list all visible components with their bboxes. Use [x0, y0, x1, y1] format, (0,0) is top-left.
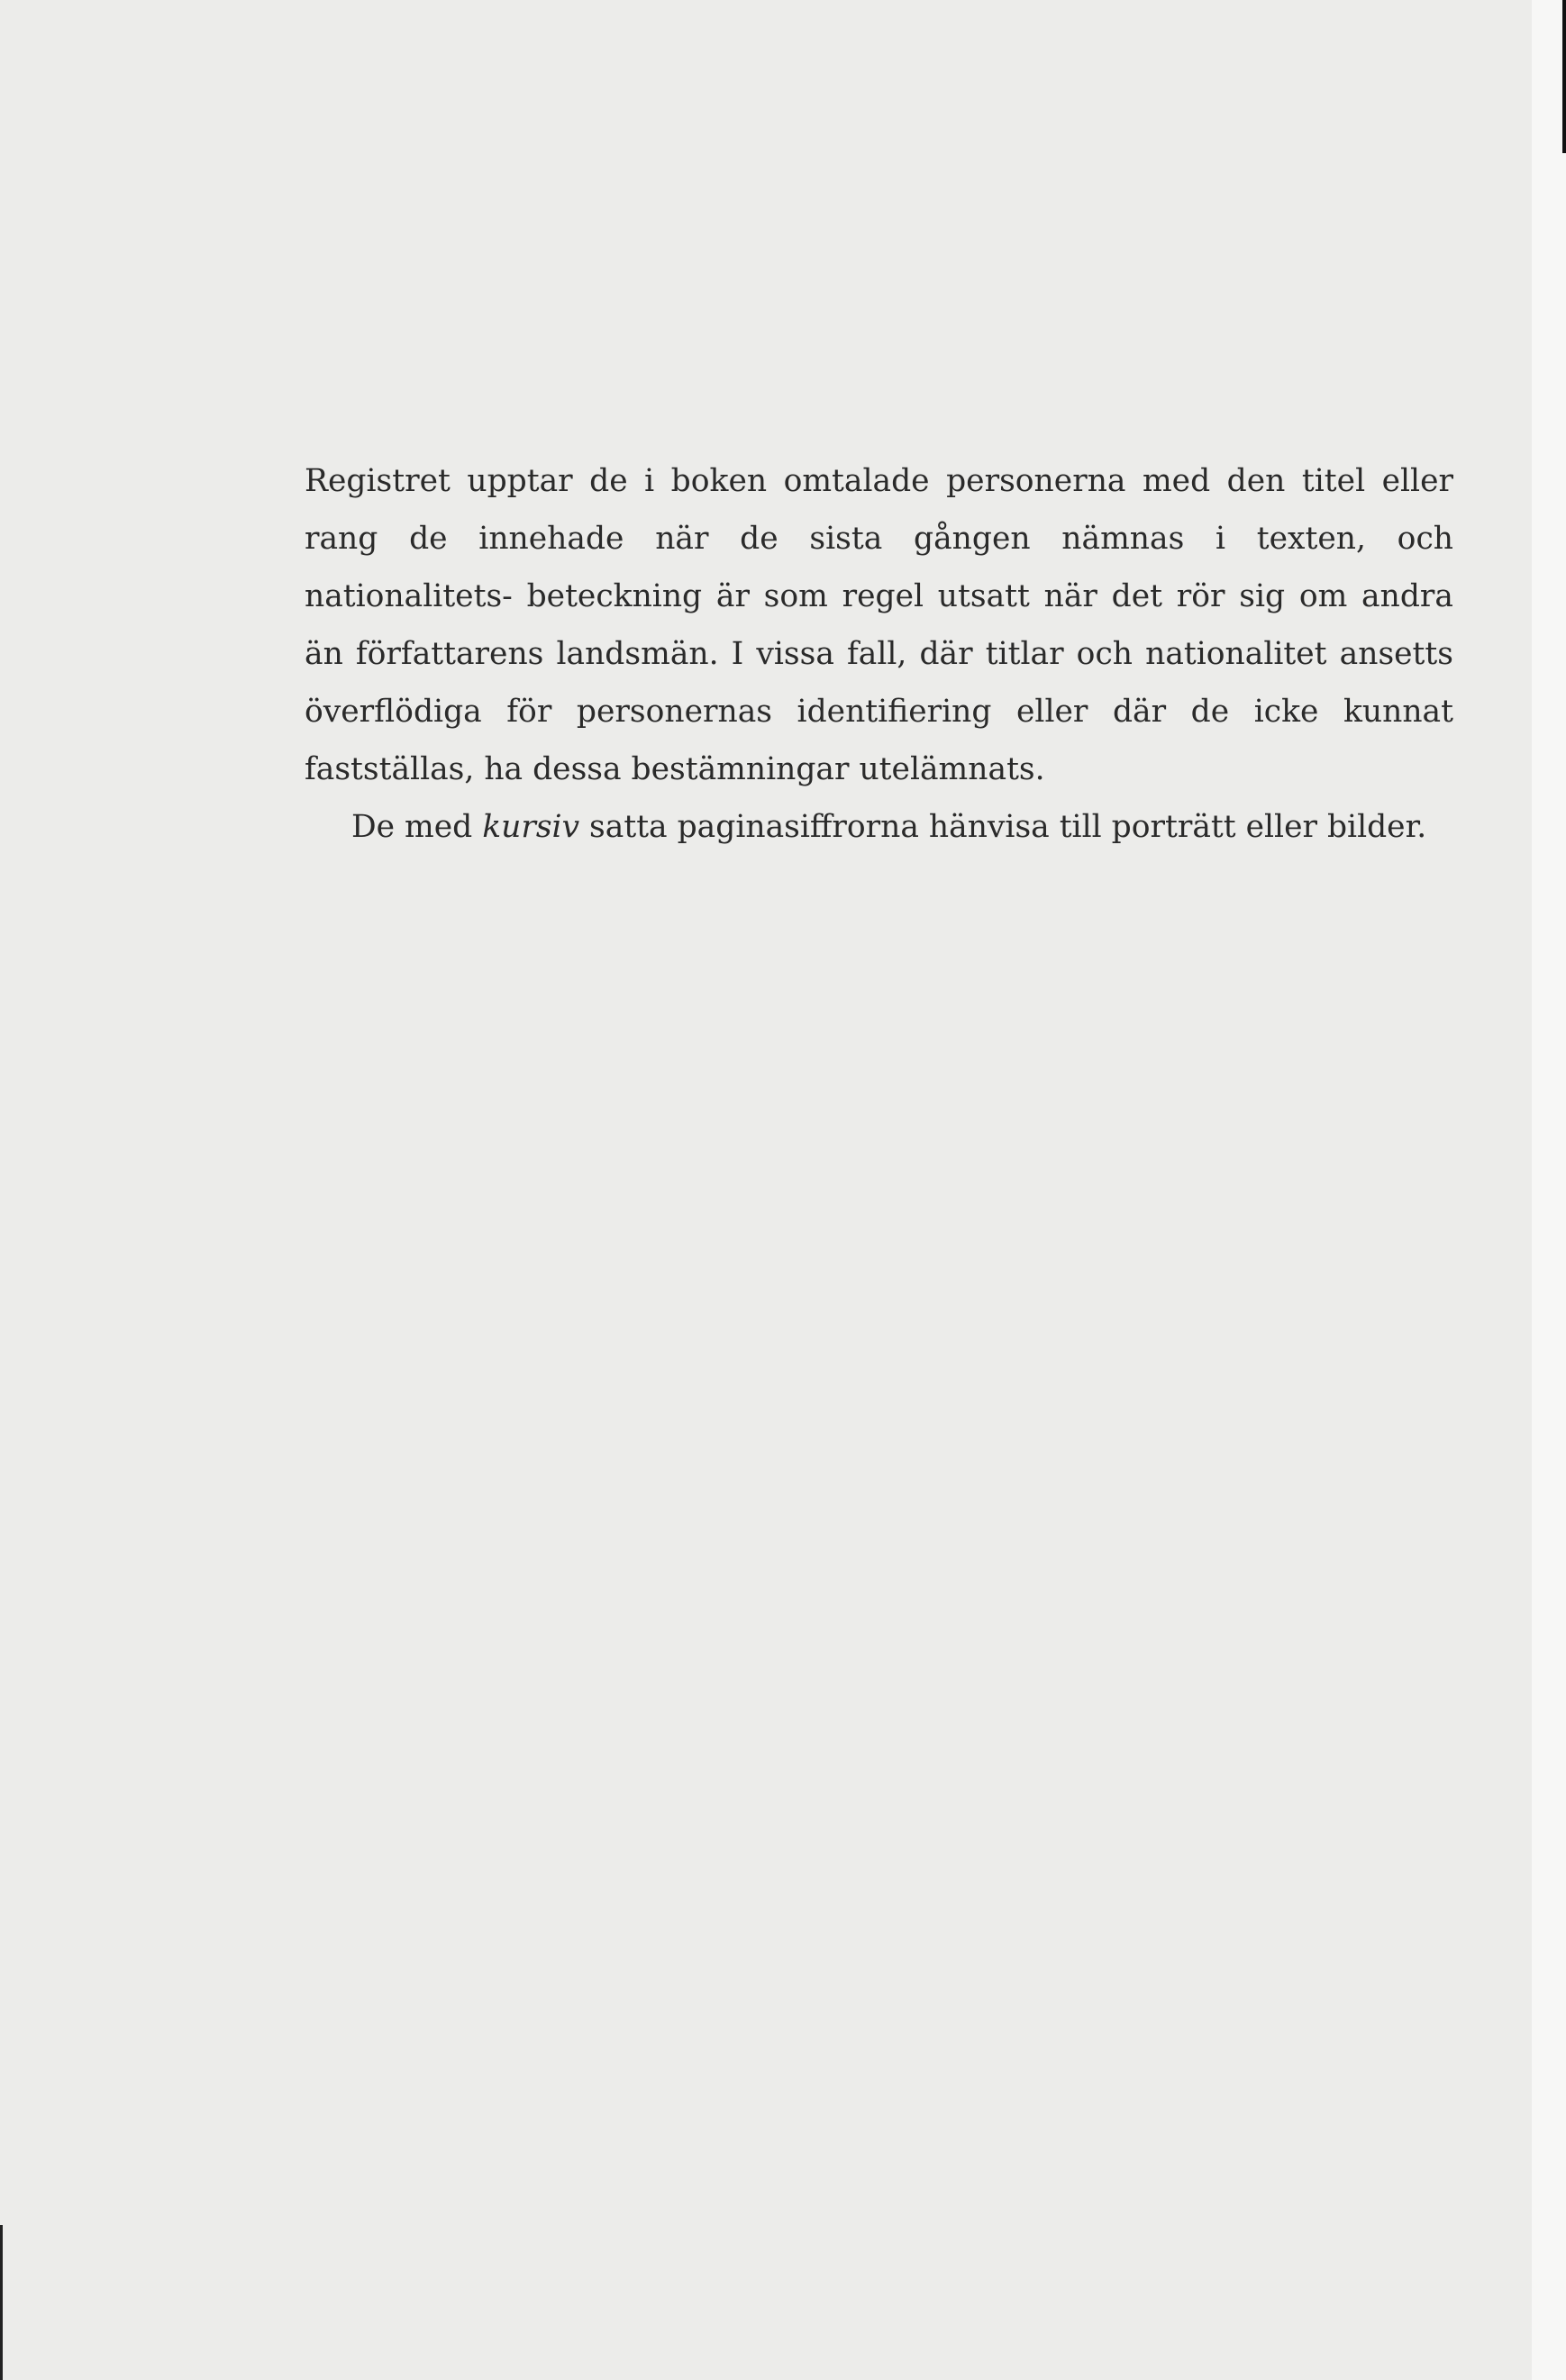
scan-edge-mark-top	[1562, 0, 1566, 153]
paragraph-italic-note	[305, 798, 1453, 856]
paragraph-register-explanation: Registret upptar de i boken omtalade personerna med den titel eller rang de innehade när de sista gången nämnas i texten, och nationalitets- beteckning är som regel utsatt när det rör sig om andra än författarens landsmän. I vissa fall, där titlar och nationalitet ansetts överflödiga för personernas identifiering eller där de icke kunnat fastställas, ha dessa bestämningar utelämnats.	[305, 463, 1453, 787]
italic-note-suffix: satta paginasiffrorna hänvisa till porträtt eller bilder.	[579, 809, 1427, 845]
scan-edge-mark-bottom	[0, 2225, 3, 2380]
page-right-margin	[1532, 0, 1566, 2380]
register-note	[305, 452, 1453, 856]
italic-word: kursiv	[482, 809, 580, 845]
italic-note-prefix: De med	[351, 809, 483, 845]
